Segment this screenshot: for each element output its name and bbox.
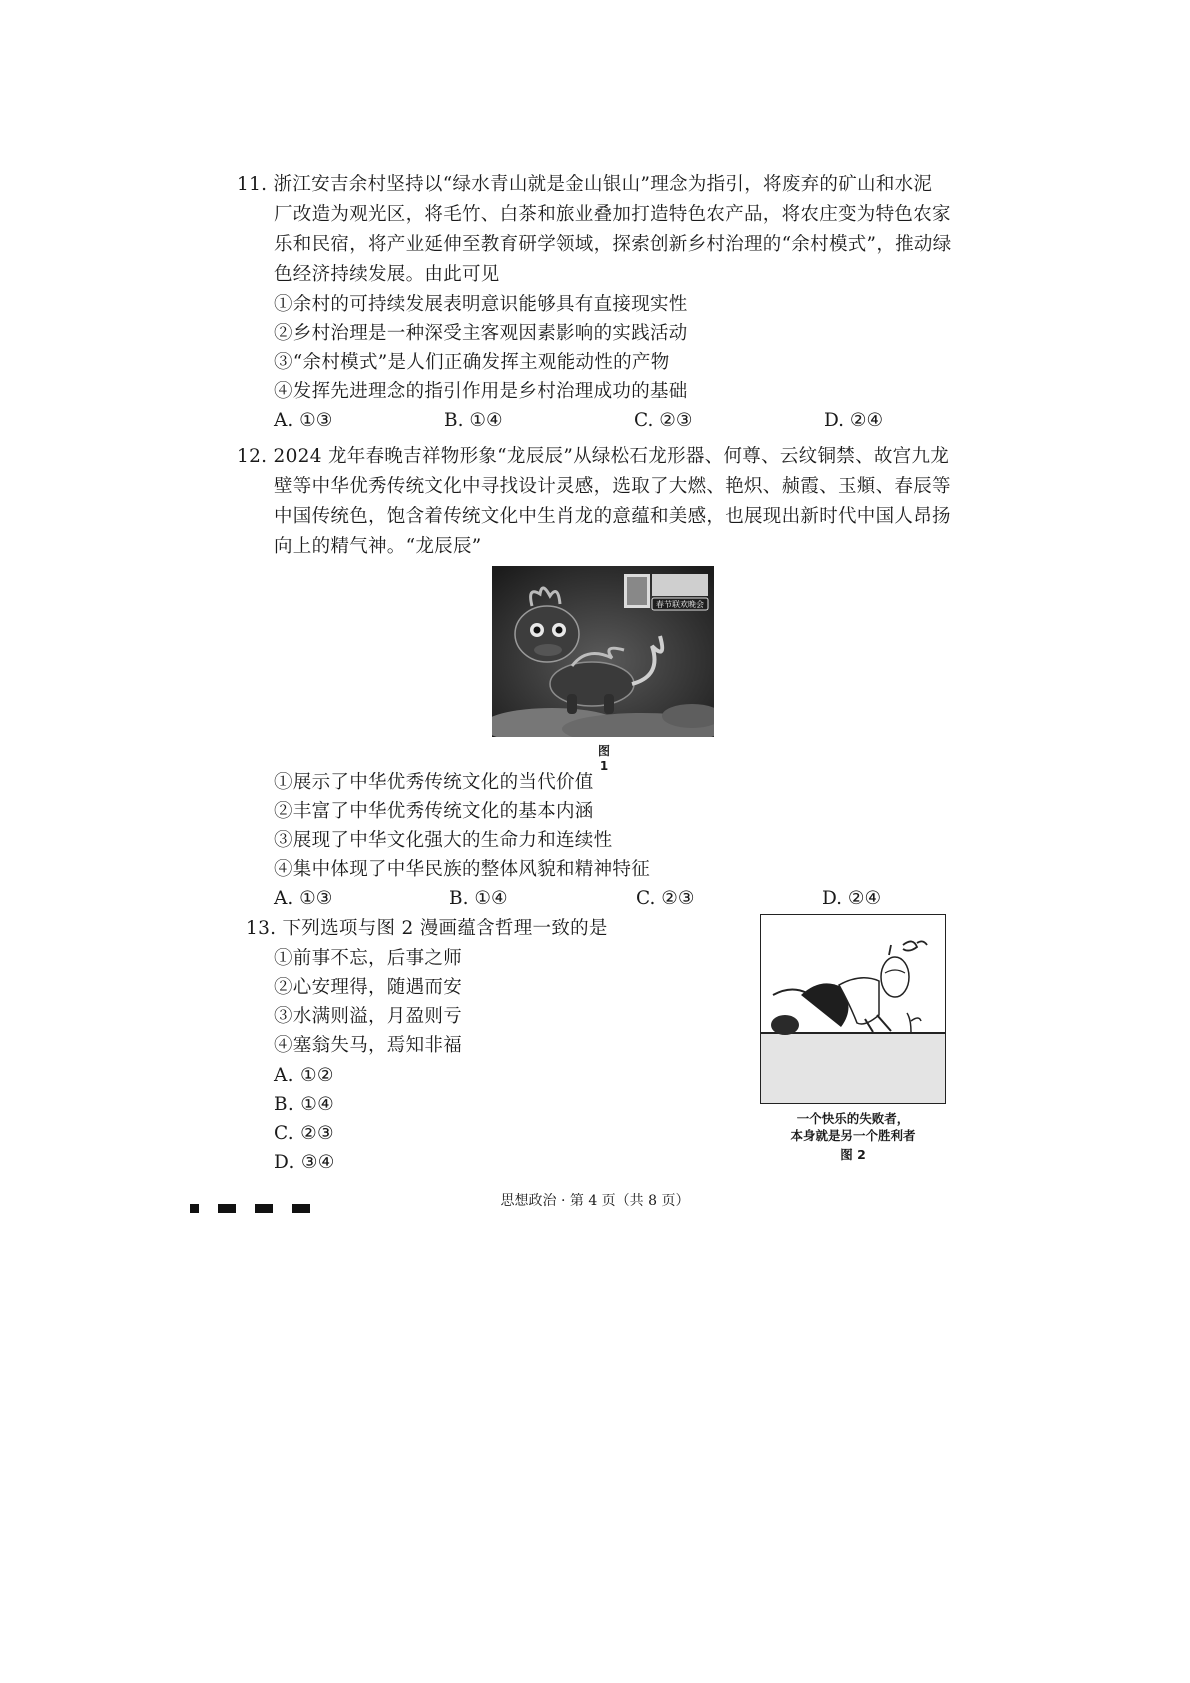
q13-option-b: B. ①④	[274, 1094, 335, 1115]
q13-item-4: ④塞翁失马，焉知非福	[274, 1035, 463, 1056]
figure-badge-text: 春节联欢晚会	[656, 600, 704, 609]
figure-2-caption: 图 2	[840, 1147, 866, 1162]
q12-stem-line-4: 向上的精气神。“龙辰辰”	[274, 536, 482, 557]
q12-stem-line-1: 12. 2024 龙年春晚吉祥物形象“龙辰辰”从绿松石龙形器、何尊、云纹铜禁、故宫九龙	[237, 446, 950, 467]
q12-item-4: ④集中体现了中华民族的整体风貌和精神特征	[274, 859, 651, 880]
q12-stem-line-3: 中国传统色，饱含着传统文化中生肖龙的意蕴和美感，也展现出新时代中国人昂扬	[274, 506, 951, 527]
q12-option-b: B. ①④	[449, 888, 508, 909]
q13-option-a: A. ①②	[274, 1065, 334, 1086]
q12-item-3: ③展现了中华文化强大的生命力和连续性	[274, 830, 613, 851]
q11-item-3: ③“余村模式”是人们正确发挥主观能动性的产物	[274, 352, 670, 373]
q12-stem-line-2: 壁等中华优秀传统文化中寻找设计灵感，选取了大燃、艳炽、赪霞、玉頫、春辰等	[274, 476, 951, 497]
q11-stem-line-1: 11. 浙江安吉余村坚持以“绿水青山就是金山银山”理念为指引，将废弃的矿山和水泥	[237, 174, 933, 195]
q12-item-2: ②丰富了中华优秀传统文化的基本内涵	[274, 801, 594, 822]
q11-option-b: B. ①④	[444, 410, 503, 431]
figure-1-caption: 图 1	[597, 744, 610, 773]
q12-option-c: C. ②③	[636, 888, 695, 909]
q11-option-c: C. ②③	[634, 410, 693, 431]
q11-item-2: ②乡村治理是一种深受主客观因素影响的实践活动	[274, 323, 688, 344]
q11-item-1: ①余村的可持续发展表明意识能够具有直接现实性	[274, 294, 688, 315]
q13-stem: 13. 下列选项与图 2 漫画蕴含哲理一致的是	[246, 918, 608, 939]
cartoon-image	[761, 915, 945, 1103]
q11-stem-line-4: 色经济持续发展。由此可见	[274, 264, 500, 285]
q11-options	[274, 406, 974, 435]
q13-option-d: D. ③④	[274, 1152, 335, 1173]
q11-option-d: D. ②④	[824, 410, 884, 431]
q13-option-c: C. ②③	[274, 1123, 334, 1144]
q11-option-a: A. ①③	[274, 410, 333, 431]
q12-item-1: ①展示了中华优秀传统文化的当代价值	[274, 772, 594, 793]
q11-stem-line-2: 厂改造为观光区，将毛竹、白茶和旅业叠加打造特色农产品，将农庄变为特色农家	[274, 204, 951, 225]
dragon-image	[492, 566, 714, 737]
figure-1-dragon-photo	[492, 566, 714, 737]
q13-item-3: ③水满则溢，月盈则亏	[274, 1006, 463, 1027]
q11-item-4: ④发挥先进理念的指引作用是乡村治理成功的基础	[274, 381, 688, 402]
q12-option-a: A. ①③	[274, 888, 333, 909]
figure-2-cartoon	[760, 914, 946, 1104]
cartoon-caption-line-2: 本身就是另一个胜利者	[790, 1128, 916, 1143]
cartoon-caption-line-1: 一个快乐的失败者，	[796, 1111, 910, 1126]
q12-option-d: D. ②④	[822, 888, 882, 909]
q13-item-1: ①前事不忘，后事之师	[274, 948, 463, 969]
q13-item-2: ②心安理得，随遇而安	[274, 977, 463, 998]
page-footer: 思想政治 · 第 4 页（共 8 页）	[500, 1193, 690, 1209]
q12-options	[274, 884, 894, 913]
q11-stem-line-3: 乐和民宿，将产业延伸至教育研学领域，探索创新乡村治理的“余村模式”，推动绿	[274, 234, 952, 255]
